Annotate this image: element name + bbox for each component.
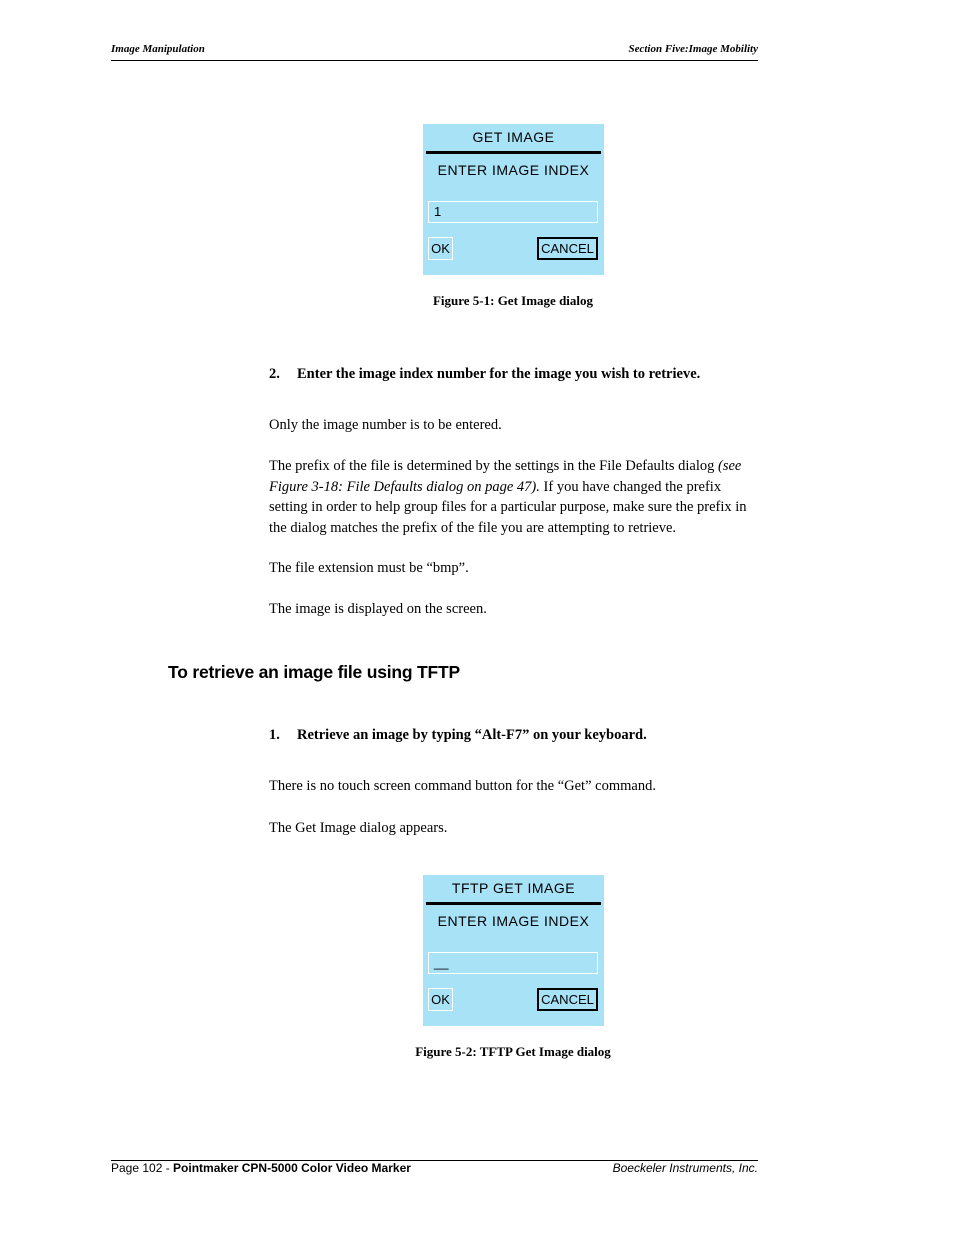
step-text: Retrieve an image by typing “Alt-F7” on your keyboard. — [297, 727, 647, 743]
cancel-button[interactable]: CANCEL — [537, 988, 598, 1011]
paragraph — [269, 456, 759, 538]
figure-caption: Figure 5-1: Get Image dialog — [432, 293, 594, 308]
footer-page-info — [111, 1161, 411, 1175]
get-image-dialog — [423, 124, 604, 275]
paragraph-text: The prefix of the file is determined by the settings in the File Defaults dialog — [269, 458, 718, 474]
running-header — [111, 43, 758, 61]
image-index-input[interactable]: __ — [428, 952, 598, 974]
paragraph: Only the image number is to be entered. — [269, 417, 502, 433]
ok-button[interactable]: OK — [428, 988, 453, 1011]
ok-button[interactable]: OK — [428, 237, 453, 260]
paragraph: The Get Image dialog appears. — [269, 820, 448, 836]
cross-reference-link[interactable]: (see Figure 3-18: File Defaults dialog on page 47). — [269, 458, 742, 495]
paragraph: There is no touch screen command button for the “Get” command. — [269, 778, 656, 794]
section-heading: To retrieve an image file using TFTP — [168, 662, 460, 682]
step-instruction — [269, 727, 647, 744]
header-section-title: Section Five:Image Mobility — [628, 43, 758, 55]
running-footer — [111, 1160, 758, 1181]
footer-page-number: Page 102 - — [111, 1161, 174, 1175]
header-chapter-title: Image Manipulation — [111, 43, 205, 55]
image-index-input[interactable]: 1 — [428, 201, 598, 223]
step-instruction — [269, 366, 700, 383]
dialog-title: TFTP GET IMAGE — [451, 880, 576, 896]
paragraph-text: If you have changed the prefix setting in order to help group files for a particular purpose, make sure the prefix in the dialog matches the prefix of the file you are attempting to retrieve. — [269, 478, 747, 536]
paragraph: The file extension must be “bmp”. — [269, 560, 469, 576]
dialog-title: GET IMAGE — [472, 129, 555, 145]
dialog-title-rule — [426, 902, 601, 905]
paragraph: The image is displayed on the screen. — [269, 601, 487, 617]
footer-product-name: Pointmaker CPN-5000 Color Video Marker — [173, 1161, 411, 1175]
dialog-title-rule — [426, 151, 601, 154]
footer-company: Boeckeler Instruments, Inc. — [612, 1161, 758, 1175]
figure-caption: Figure 5-2: TFTP Get Image dialog — [415, 1044, 611, 1059]
step-text: Enter the image index number for the image you wish to retrieve. — [297, 366, 701, 382]
dialog-prompt: ENTER IMAGE INDEX — [437, 162, 590, 178]
step-number: 1. — [269, 727, 280, 743]
cancel-button[interactable]: CANCEL — [537, 237, 598, 260]
tftp-get-image-dialog — [423, 875, 604, 1026]
dialog-prompt: ENTER IMAGE INDEX — [437, 913, 590, 929]
step-number: 2. — [269, 366, 280, 382]
